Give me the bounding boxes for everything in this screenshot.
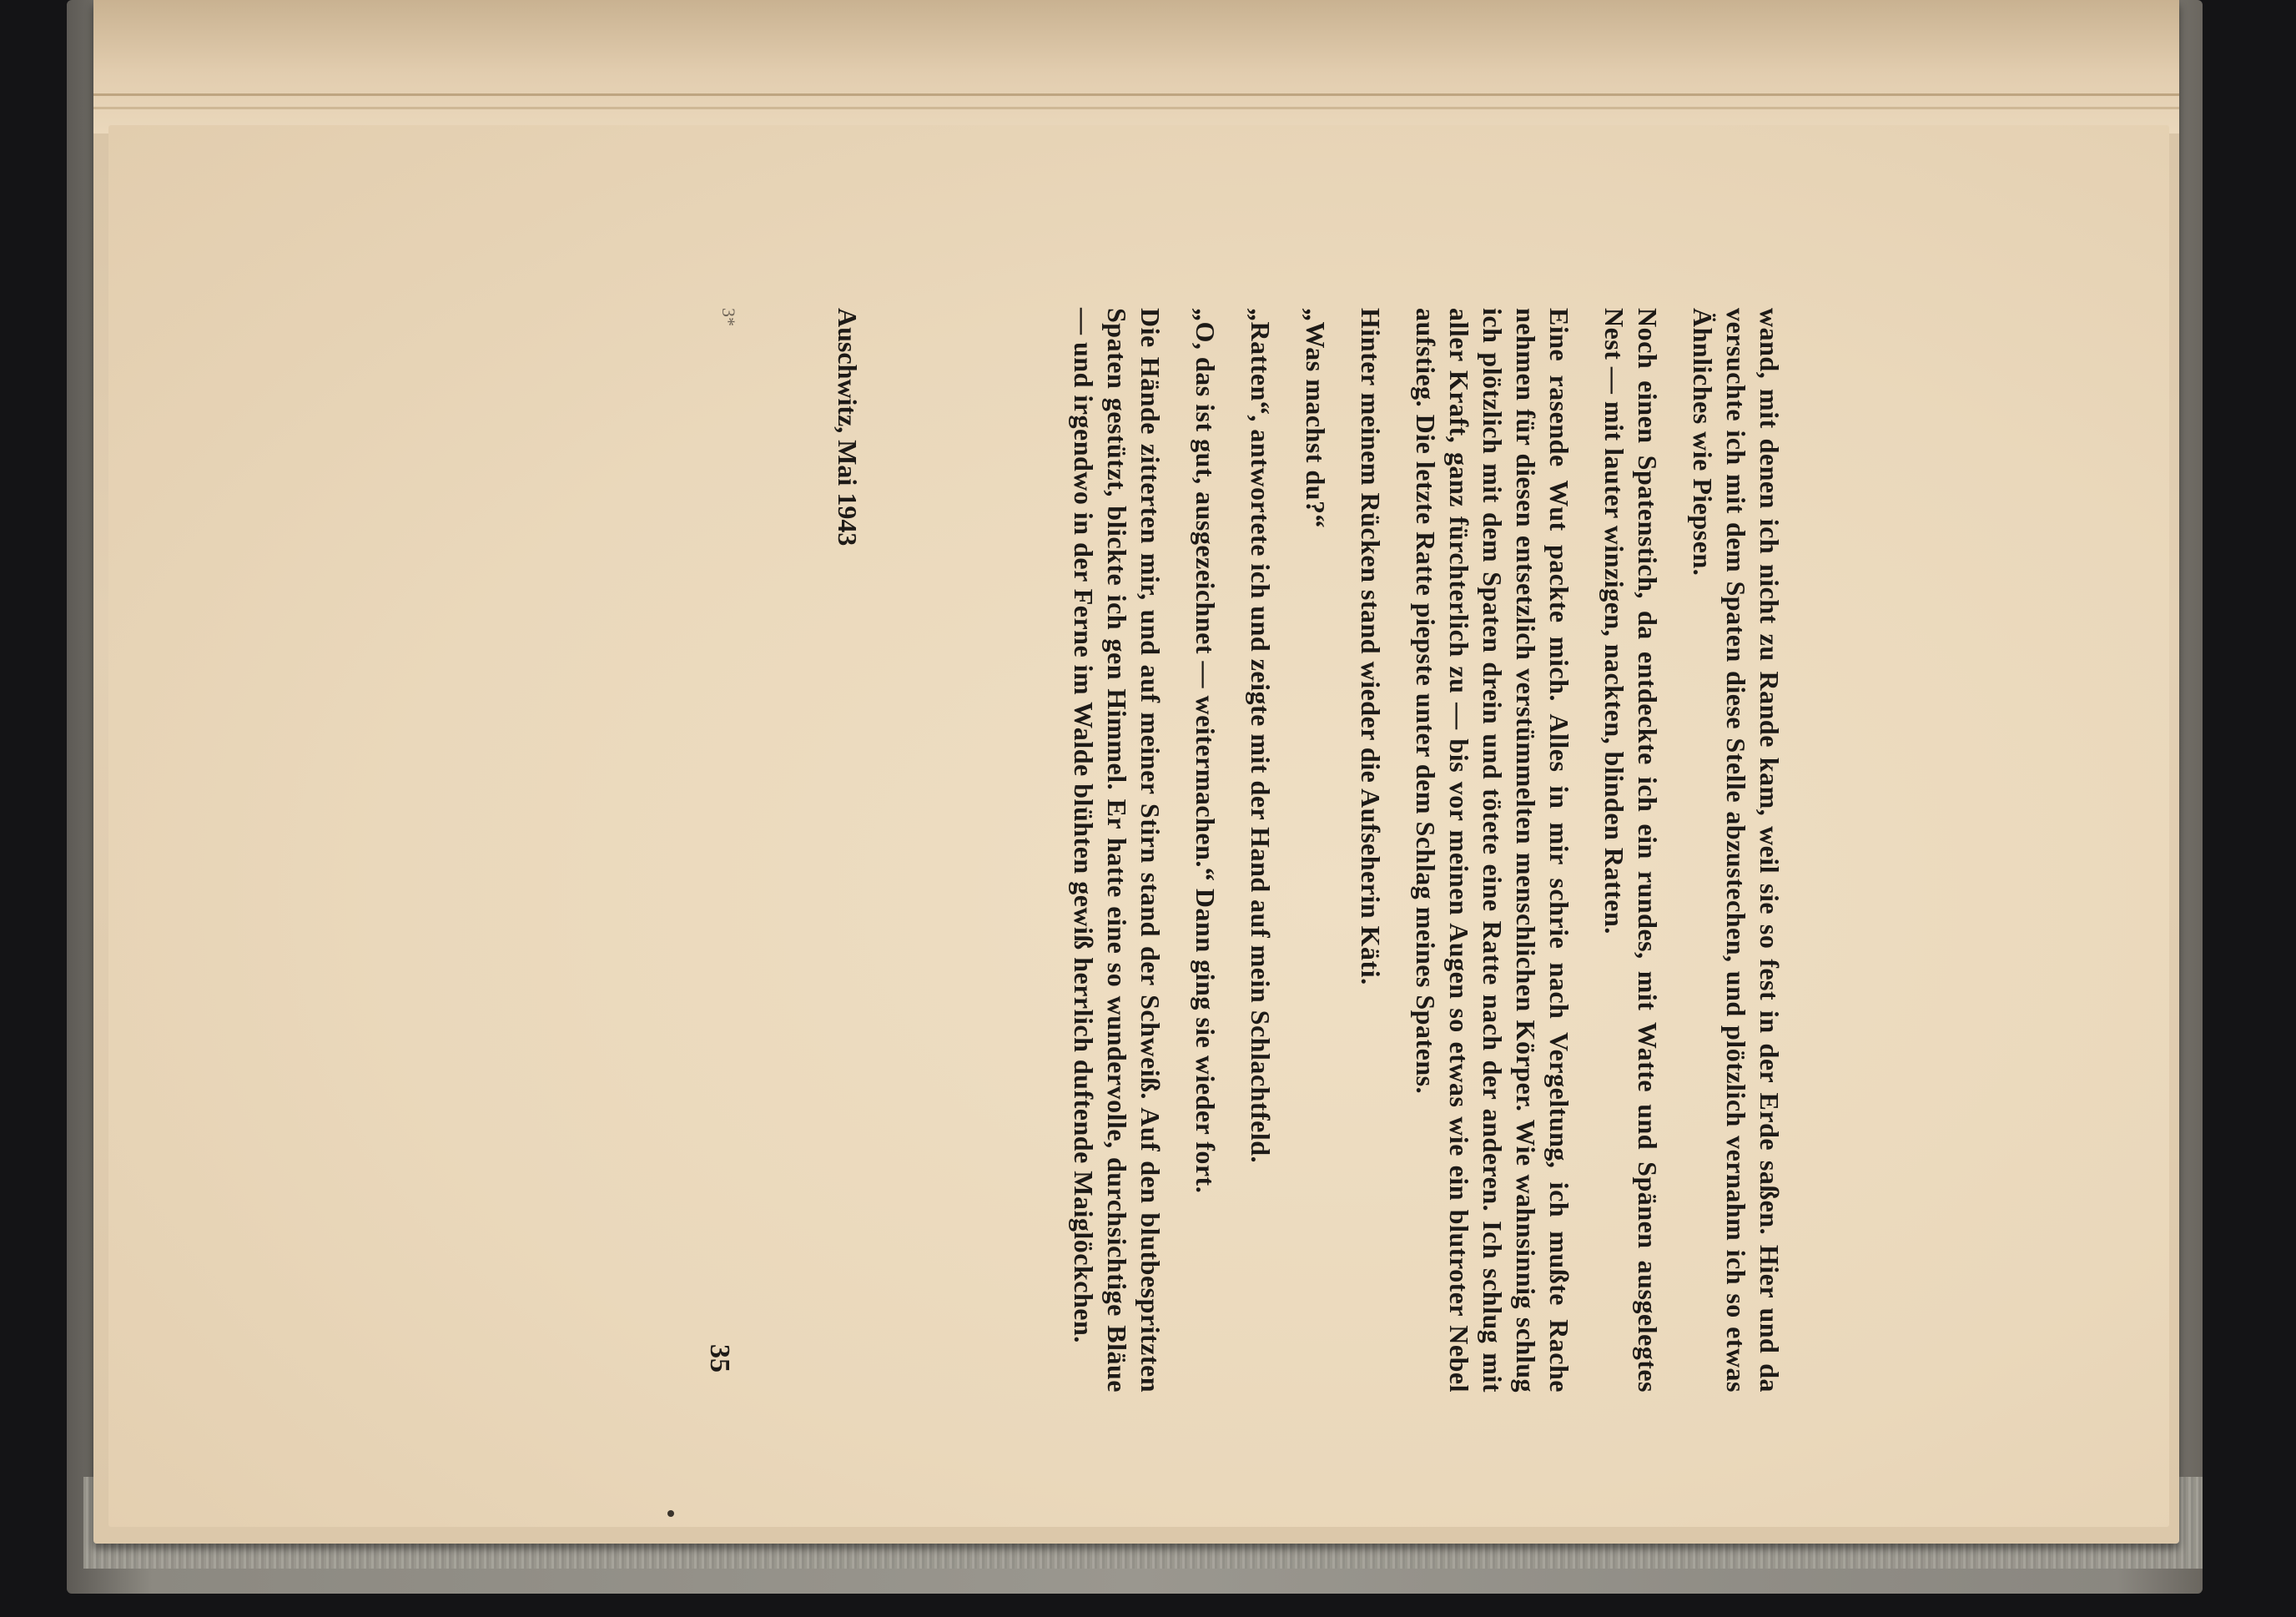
paragraph: Die Hände zitterten mir, und auf meiner Stirn stand der Schweiß. Auf den blutbespritzten Spaten gestützt, blickte ich gen Himmel. Er hatte eine so wundervolle, durchsichtige Bläue — und irgendwo in der Ferne im Walde blühten gewiß herrlich duftende Maiglöckchen. (1069, 308, 1166, 1393)
gutter-line (93, 93, 2179, 96)
book-gutter (93, 0, 2179, 133)
paragraph: Hinter meinem Rücken stand wieder die Aufseherin Käti. (1356, 308, 1386, 985)
page-body-text (1045, 308, 1786, 1393)
signature-mark: 3* (718, 308, 739, 326)
gutter-line (93, 107, 2179, 109)
rotated-page-content (464, 158, 1832, 1459)
paragraph: „Was machst du?“ (1301, 308, 1331, 529)
paragraph: „O, das ist gut, ausgezeichnet — weitermachen.“ Dann ging sie wieder fort. (1191, 308, 1221, 1194)
paper-speck (667, 1510, 674, 1517)
place-date-line: Auschwitz, Mai 1943 (833, 308, 863, 547)
paragraph: wand, mit denen ich nicht zu Rande kam, weil sie so fest in der Erde saßen. Hier und da versuchte ich mit dem Spaten diese Stelle abzustechen, und plötzlich vernahm ich so etwas Ähnliches wie Piepsen. (1688, 308, 1785, 1393)
paragraph: „Ratten“, antwortete ich und zeigte mit der Hand auf mein Schlachtfeld. (1246, 308, 1276, 1164)
page-number: 35 (704, 1344, 735, 1373)
paragraph: Noch einen Spatenstich, da entdeckte ich ein rundes, mit Watte und Spänen ausgelegtes Nest — mit lauter winzigen, nackten, blinden Ratten. (1599, 308, 1663, 1393)
paragraph: Eine rasende Wut packte mich. Alles in mir schrie nach Vergeltung, ich mußte Rache nehmen für diesen entsetzlich verstümmelten menschlichen Körper. Wie wahnsinnig schlug ich plötzlich mit dem Spaten drein und tötete eine Ratte nach der anderen. Ich schlug mit aller Kraft, ganz fürchterlich zu — bis vor meinen Augen so etwas wie ein blutroter Nebel aufstieg. Die letzte Ratte piepste unter dem Schlag meines Spatens. (1411, 308, 1574, 1393)
